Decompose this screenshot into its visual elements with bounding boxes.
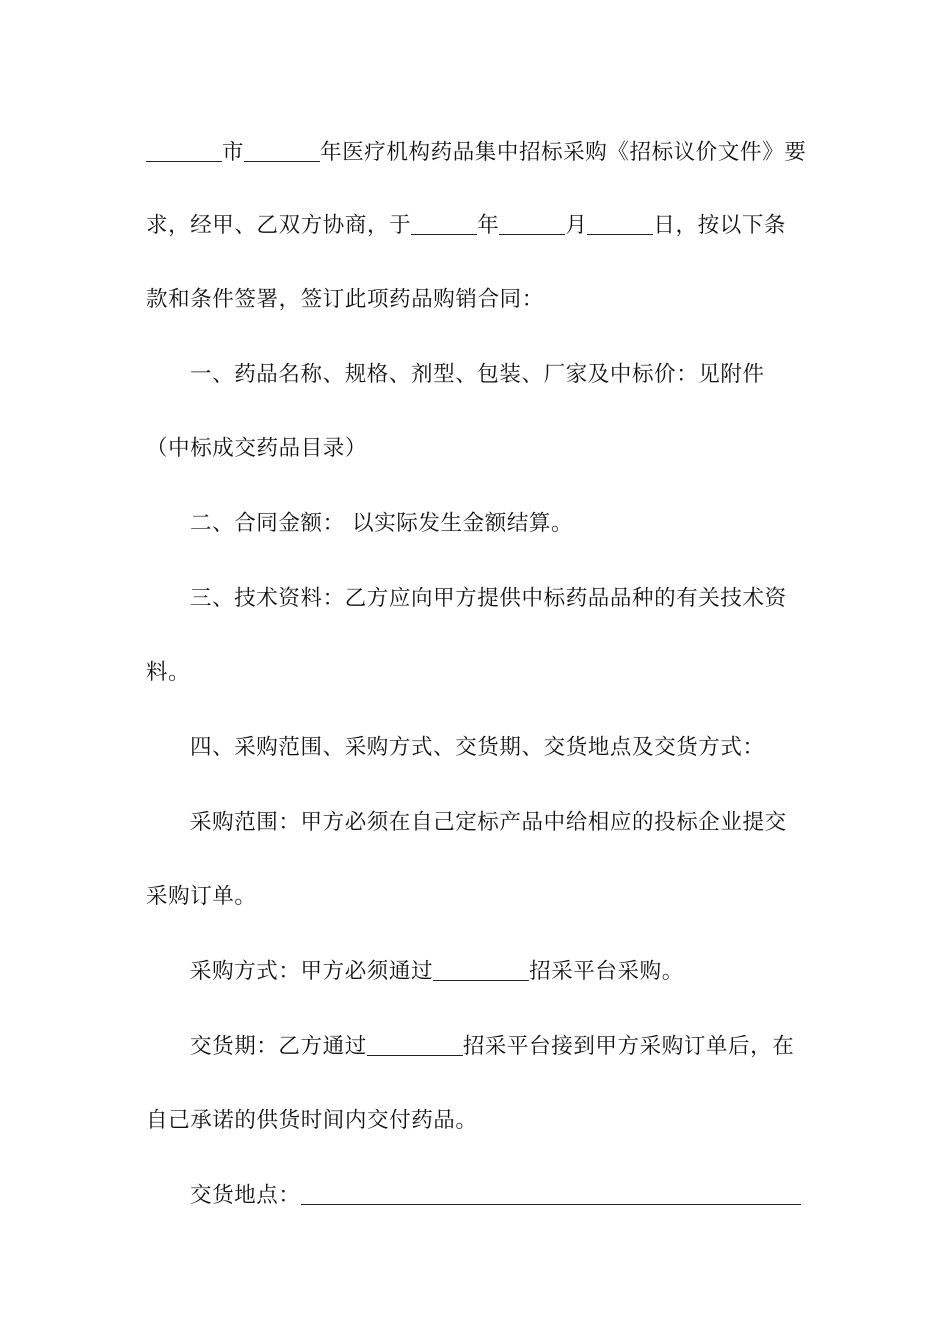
purchase-method: 采购方式：甲方必须通过 招采平台采购。 [190,959,684,984]
paragraph-line-3: 款和条件签署，签订此项药品购销合同： [146,287,544,312]
blank-sign-month [499,212,565,235]
delivery-location: 交货地点： [190,1181,850,1211]
blank-sign-day [587,212,653,235]
blank-sign-year [411,212,477,235]
paragraph-line-1: 市 年医疗机构药品集中招标采购《招标议价文件》要 [146,138,806,168]
blank-city [146,139,222,162]
clause-4-heading: 四、采购范围、采购方式、交货期、交货地点及交货方式： [190,735,765,760]
delivery-period-continuation: 自己承诺的供货时间内交付药品。 [146,1108,478,1133]
clause-1-heading: 一、药品名称、规格、剂型、包装、厂家及中标价：见附件 [190,362,765,387]
purchase-scope-continuation: 采购订单。 [146,884,257,909]
clause-3: 三、技术资料：乙方应向甲方提供中标药品品种的有关技术资 [190,586,787,611]
purchase-scope: 采购范围：甲方必须在自己定标产品中给相应的投标企业提交 [190,810,787,835]
blank-platform-2 [367,1033,463,1056]
clause-3-continuation: 料。 [146,660,191,685]
blank-platform-1 [433,958,529,981]
delivery-period: 交货期：乙方通过 招采平台接到甲方采购订单后，在 [190,1034,795,1059]
blank-delivery-location [301,1182,801,1205]
clause-2: 二、合同金额： 以实际发生金额结算。 [190,511,574,536]
blank-year [244,139,320,162]
paragraph-line-2: 求，经甲、乙双方协商，于 年 月 日，按以下条 [146,213,787,238]
clause-1-continuation: （中标成交药品目录） [146,436,368,461]
